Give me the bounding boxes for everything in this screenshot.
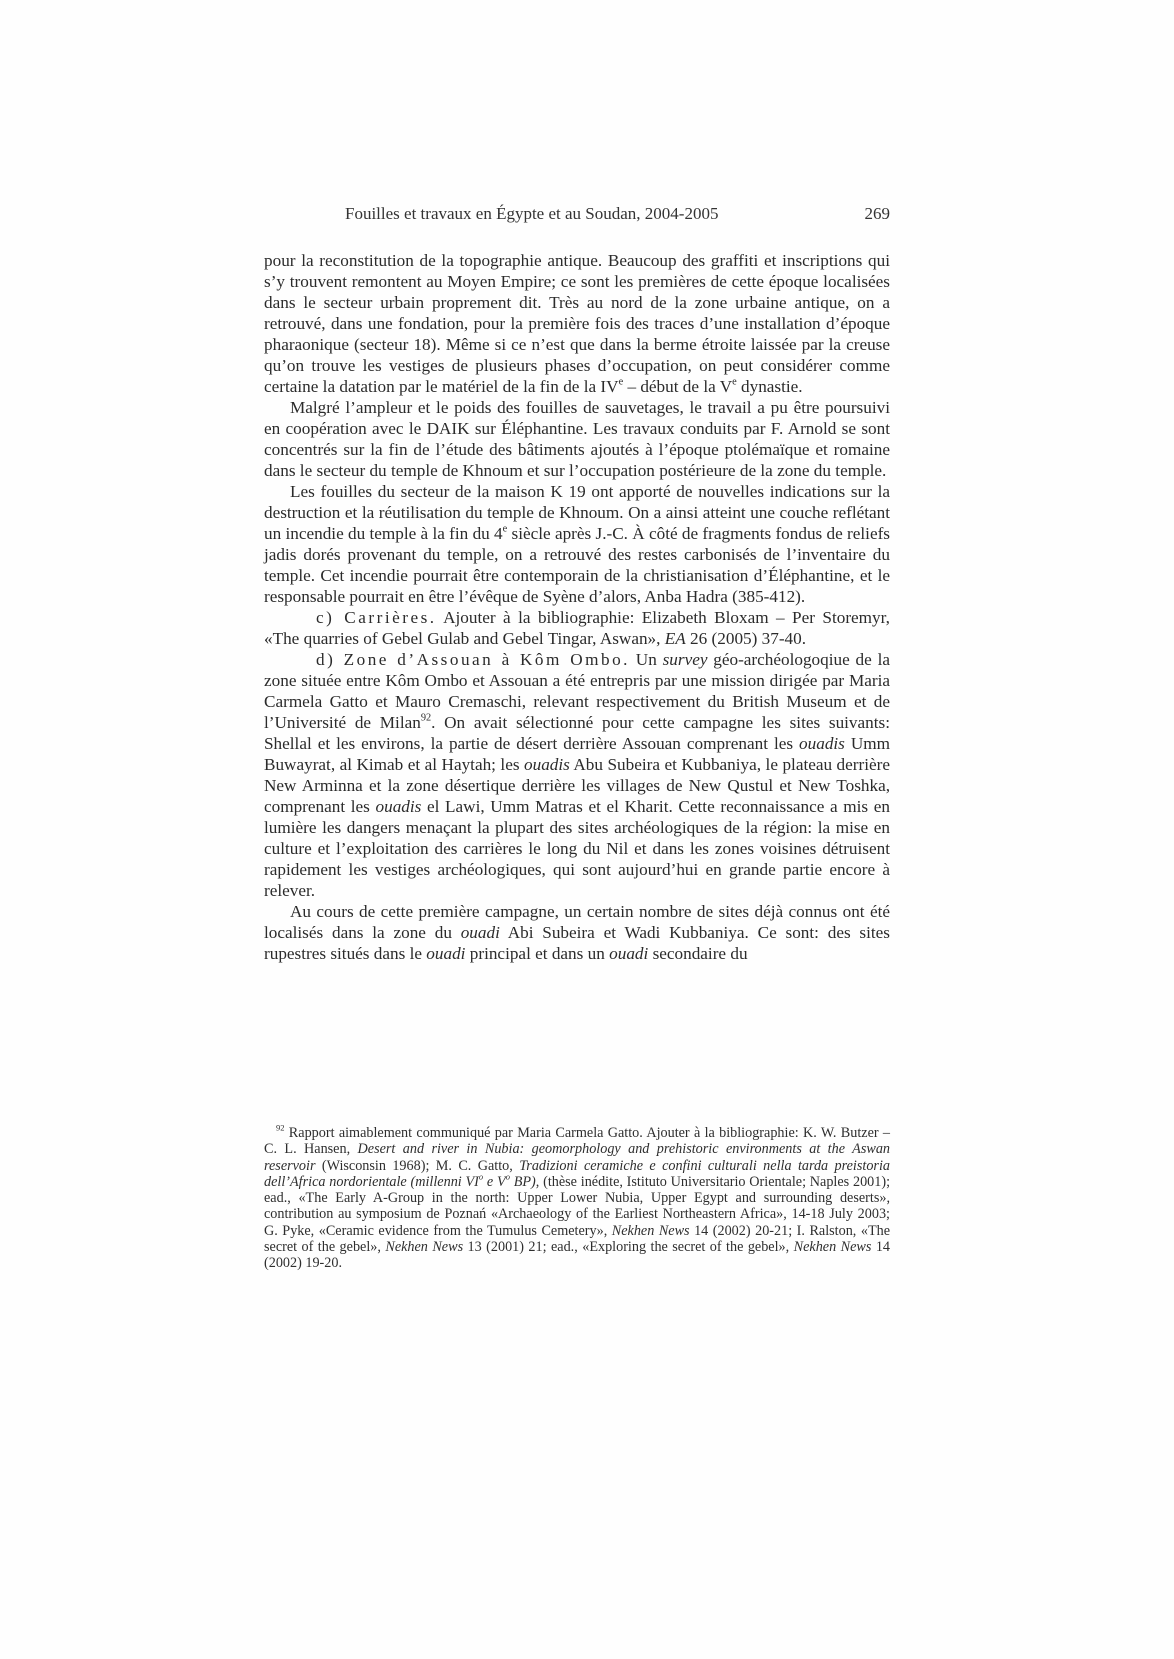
footnote-marker: 92 — [276, 1122, 285, 1133]
page-number: 269 — [864, 204, 890, 223]
footnotes — [264, 1122, 891, 1272]
paragraph-1: pour la reconstitution de la topographie antique. Beaucoup des graffiti et inscriptions qui s’y trouvent remontent au Moyen Empire; ce sont les premières de cette époque localisées dans le secteur urbain proprement dit. Très au nord de la zone urbaine antique, on a retrouvé, dans une fondation, pour la première fois des traces d’une installation d’époque pharaonique (secteur 18). Même si ce n’est que dans la berme étroite laissée par la creuse qu’on trouve les vestiges de plusieurs phases d’occupation, on peut considérer comme certaine la datation par le matériel de la fin de la IVe – début de la Ve dynastie. — [264, 251, 890, 396]
paragraph-carrieres: c) Carrières. Ajouter à la bibliographie: Elizabeth Bloxam – Per Storemyr, «The quarries of Gebel Gulab and Gebel Tingar, Aswan», EA 26 (2005) 37-40. — [264, 608, 890, 648]
body-text — [264, 250, 890, 964]
section-label-zone: d) Zone d’Assouan à Kôm Ombo. — [316, 650, 630, 669]
footnote-ref[interactable]: 92 — [420, 712, 432, 724]
paragraph-2: Malgré l’ampleur et le poids des fouilles de sauvetages, le travail a pu être poursuivi en coopération avec le DAIK sur Éléphantine. Les travaux conduits par F. Arnold se sont concentrés sur la fin de l’étude des bâtiments ajoutés à l’époque ptolémaïque et romaine dans le secteur du temple de Khnoum et sur l’occupation postérieure de la zone du temple. — [264, 398, 890, 480]
footnote-92: $^{92}$ Rapport aimablement communiqué par Maria Carmela Gatto. Ajouter à la bibliographie: K. W. Butzer – C. L. Hansen, Desert and river in Nubia: geomorphology and prehistoric environments at the Aswan reservoir (Wisconsin 1968); M. C. Gatto, Tradizioni ceramiche e confini culturali nella tarda preistoria dell’Africa nordorientale (millenni $VI^o$ e $V^o$ BP), (thèse inédite, Istituto Universitario Orientale; Naples 2001); ead., «The Early A-Group in the north: Upper Lower Nubia, Upper Egypt and surrounding deserts», contribution au symposium de Poznań «Archaeology of the Earliest Northeastern Africa», 14-18 July 2003; G. Pyke, «Ceramic evidence from the Tumulus Cemetery», Nekhen News 14 (2002) 20-21; I. Ralston, «The secret of the gebel», Nekhen News 13 (2001) 21; ead., «Exploring the secret of the gebel», Nekhen News 14 (2002) 19-20. — [264, 1122, 891, 1272]
paragraph-3: Les fouilles du secteur de la maison K 19 ont apporté de nouvelles indications sur la destruction et la réutilisation du temple de Khnoum. On a ainsi atteint une couche reflétant un incendie du temple à la fin du 4e siècle après J.-C. À côté de fragments fondus de reliefs jadis dorés provenant du temple, on a retrouvé des restes carbonisés de l’inventaire du temple. Cet incendie pourrait être contemporain de la christianisation d’Éléphantine, et le responsable pourrait en être l’évêque de Syène d’alors, Anba Hadra (385-412). — [264, 482, 891, 606]
paragraph-6: Au cours de cette première campagne, un certain nombre de sites déjà connus ont été localisés dans la zone du ouadi Abi Subeira et Wadi Kubbaniya. Ce sont: des sites rupestres situés dans le ouadi principal et dans un ouadi secondaire du — [264, 902, 890, 963]
running-title: Fouilles et travaux en Égypte et au Soudan, 2004-2005 — [345, 204, 719, 223]
paragraph-zone-assouan: d) Zone d’Assouan à Kôm Ombo. Un survey géo-archéologoqiue de la zone située entre Kôm Ombo et Assouan a été entrepris par une mission dirigée par Maria Carmela Gatto et Mauro Cremaschi, relevant respectivement du British Museum et de l’Université de Milan$^{92}$. On avait sélectionné pour cette campagne les sites suivants: Shellal et les environs, la partie de désert derrière Assouan comprenant les ouadis Umm Buwayrat, al Kimab et al Haytah; les ouadis Abu Subeira et Kubbaniya, le plateau derrière New Arminna et la zone désertique derrière les villages de New Qustul et New Toshka, comprenant les ouadis el Lawi, Umm Matras et el Kharit. Cette reconnaissance a mis en lumière les dangers menaçant la plupart des sites archéologiques de la région: la mise en culture et l’exploitation des carrières le long du Nil et dans les zones voisines détruisent rapidement les vestiges archéologiques, qui sont aujourd’hui en grande partie encore à relever. — [264, 650, 890, 900]
section-label-carrieres: c) Carrières. — [316, 608, 437, 627]
